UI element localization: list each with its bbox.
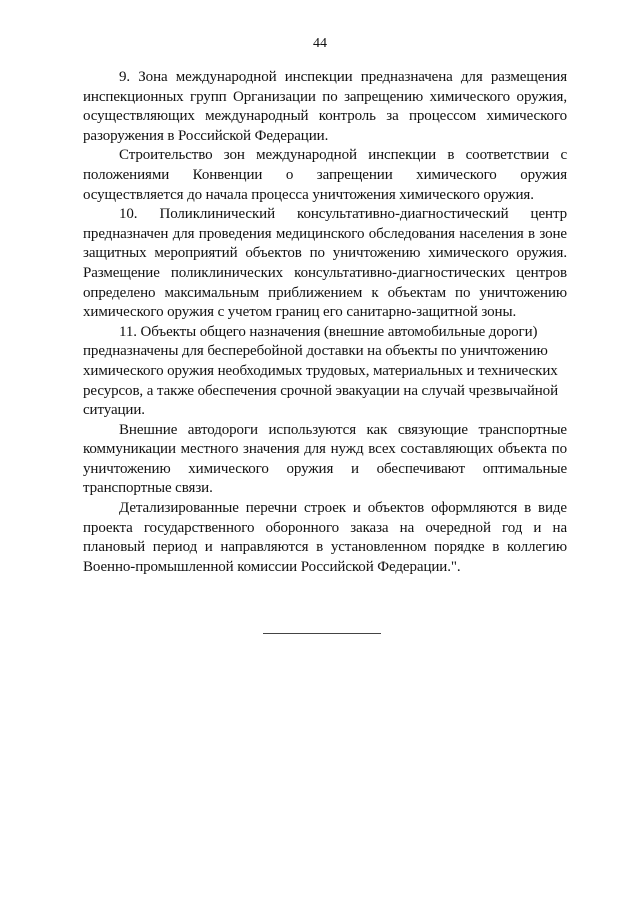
page-number: 44 <box>313 36 327 51</box>
paragraph-inspection-construction: Строительство зон международной инспекции в соответствии с положениями Конвенции о запрещении химического оружия осуществляется до начала процесса уничтожения химического оружия. <box>83 147 567 203</box>
end-separator-line <box>263 633 381 634</box>
paragraph-polyclinic-center: 10. Поликлинический консультативно-диагностический центр предназначен для проведения медицинского обследования населения в зоне защитных мероприятий объектов по уничтожению химического оружия. Размещение поликлинических консультативно-диагностических центров определено максимальным приближением к объектам по уничтожению химического оружия с учетом границ его санитарно-защитной зоны. <box>83 206 567 321</box>
document-body <box>83 68 567 577</box>
paragraph-detailed-lists: Детализированные перечни строек и объектов оформляются в виде проекта государственного оборонного заказа на очередной год и на плановый период и направляются в установленном порядке в коллегию Военно-промышленной комиссии Российской Федерации.". <box>83 500 567 575</box>
paragraph-external-roads: Внешние автодороги используются как связующие транспортные коммуникации местного значения для нужд всех составляющих объекта по уничтожению химического оружия и обеспечивают оптимальные транспортные связи. <box>83 421 567 497</box>
paragraph-general-objects: 11. Объекты общего назначения (внешние автомобильные дороги) предназначены для бесперебойной доставки на объекты по уничтожению химического оружия необходимых трудовых, материальных и технических ресурсов, а также обеспечения срочной эвакуации на случай чрезвычайной ситуации. <box>83 323 559 419</box>
paragraph-inspection-zone: 9. Зона международной инспекции предназначена для размещения инспекционных групп Организации по запрещению химического оружия, осуществляющих международный контроль за процессом химического разоружения в Российской Федерации. <box>83 69 567 144</box>
